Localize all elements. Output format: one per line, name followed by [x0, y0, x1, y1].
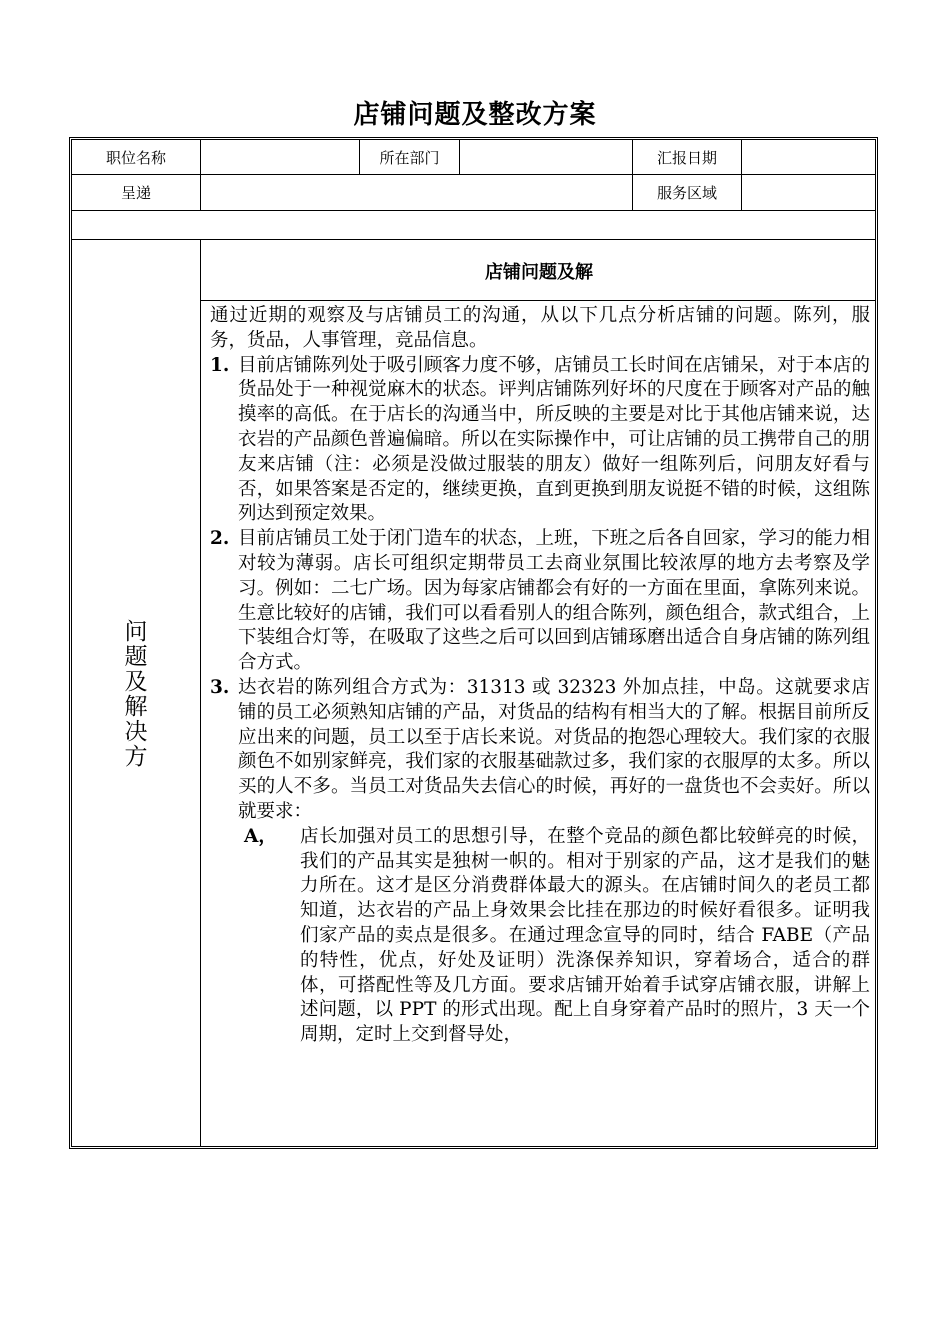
subitem-text: 店长加强对员工的思想引导，在整个竞品的颜色都比较鲜亮的时候，我们的产品其实是独树一帜的。相对于别家的产品，这才是我们的魅力所在。这才是区分消费群体最大的源头。在店铺时间久的老员工都知道，达衣岩的产品上身效果会比挂在那边的时候好看很多。证明我们家产品的卖点是很多。在通过理念宣导的同时，结合 FABE（产品的特性，优点，好处及证明）洗涤保养知识，穿着场合，适合的群体，可搭配性等及几方面。要求店铺开始着手试穿店铺衣服，讲解上述问题，以 PPT 的形式出现。配上自身穿着产品时的照片，3 天一个周期，定时上交到督导处， [300, 825, 870, 1046]
position-value[interactable] [201, 140, 359, 174]
row-divider [201, 300, 875, 301]
submit-value[interactable] [201, 175, 632, 210]
side-char: 方 [124, 744, 148, 770]
item-text: 目前店铺陈列处于吸引顾客力度不够，店铺员工长时间在店铺呆，对于本店的货品处于一种视觉麻木的状态。评判店铺陈列好坏的尺度在于顾客对产品的触摸率的高低。在于店长的沟通当中，所反映的主要是对比于其他店铺来说，达衣岩的产品颜色普遍偏暗。所以在实际操作中，可让店铺的员工携带自己的朋友来店铺（注：必须是没做过服装的朋友）做好一组陈列后，问朋友好看与否，如果答案是否定的，继续更换，直到更换到朋友说挺不错的时候，这组陈列达到预定效果。 [238, 354, 870, 525]
item-number: 3. [210, 676, 230, 698]
subitem-marker: A， [244, 825, 277, 847]
item-text: 达衣岩的陈列组合方式为：31313 或 32323 外加点挂，中岛。这就要求店铺的员工必须熟知店铺的产品，对货品的结构有相当大的了解。根据目前所反应出来的问题，员工以至于店长来说。对货品的抱怨心理较大。我们家的衣服颜色不如别家鲜亮，我们家的衣服基础款过多，我们家的衣服厚的太多。所以买的人不多。当员工对货品失去信心的时候，再好的一盘货也不会卖好。所以就要求： [238, 676, 870, 822]
side-char: 决 [124, 719, 148, 745]
item-number: 2. [210, 528, 230, 550]
list-item [210, 676, 870, 825]
list-item [210, 527, 870, 676]
department-label: 所在部门 [379, 148, 440, 167]
item-number: 1. [210, 354, 230, 376]
section-subheading: 店铺问题及解 [485, 262, 593, 283]
list-item [210, 354, 870, 528]
report-date-value[interactable] [742, 140, 875, 174]
intro-paragraph: 通过近期的观察及与店铺员工的沟通，从以下几点分析店铺的问题。陈列，服务，货品，人事管理，竞品信息。 [210, 305, 870, 351]
side-char: 题 [124, 644, 148, 670]
section-side-label [72, 620, 200, 770]
item-text: 目前店铺员工处于闭门造车的状态，上班，下班之后各自回家，学习的能力相对较为薄弱。店长可组织定期带员工去商业氛围比较浓厚的地方去考察及学习。例如：二七广场。因为每家店铺都会有好的一方面在里面，拿陈列来说。生意比较好的店铺，我们可以看看别人的组合陈列，颜色组合，款式组合，上下装组合灯等，在吸取了这些之后可以回到店铺琢磨出适合自身店铺的陈列组合方式。 [238, 528, 870, 674]
page-title: 店铺问题及整改方案 [353, 100, 597, 130]
service-area-label: 服务区域 [656, 184, 717, 202]
row-divider [72, 239, 875, 240]
service-area-value[interactable] [742, 175, 875, 210]
department-value[interactable] [460, 140, 632, 174]
submit-label: 呈递 [120, 184, 151, 202]
col-divider [200, 239, 201, 1146]
sub-list-item [210, 825, 870, 1048]
section-content [210, 304, 870, 1048]
side-char: 及 [124, 669, 148, 695]
report-date-label: 汇报日期 [656, 148, 717, 167]
position-label: 职位名称 [105, 148, 166, 167]
side-char: 问 [124, 619, 148, 645]
side-char: 解 [124, 694, 148, 720]
row-divider [72, 210, 875, 211]
